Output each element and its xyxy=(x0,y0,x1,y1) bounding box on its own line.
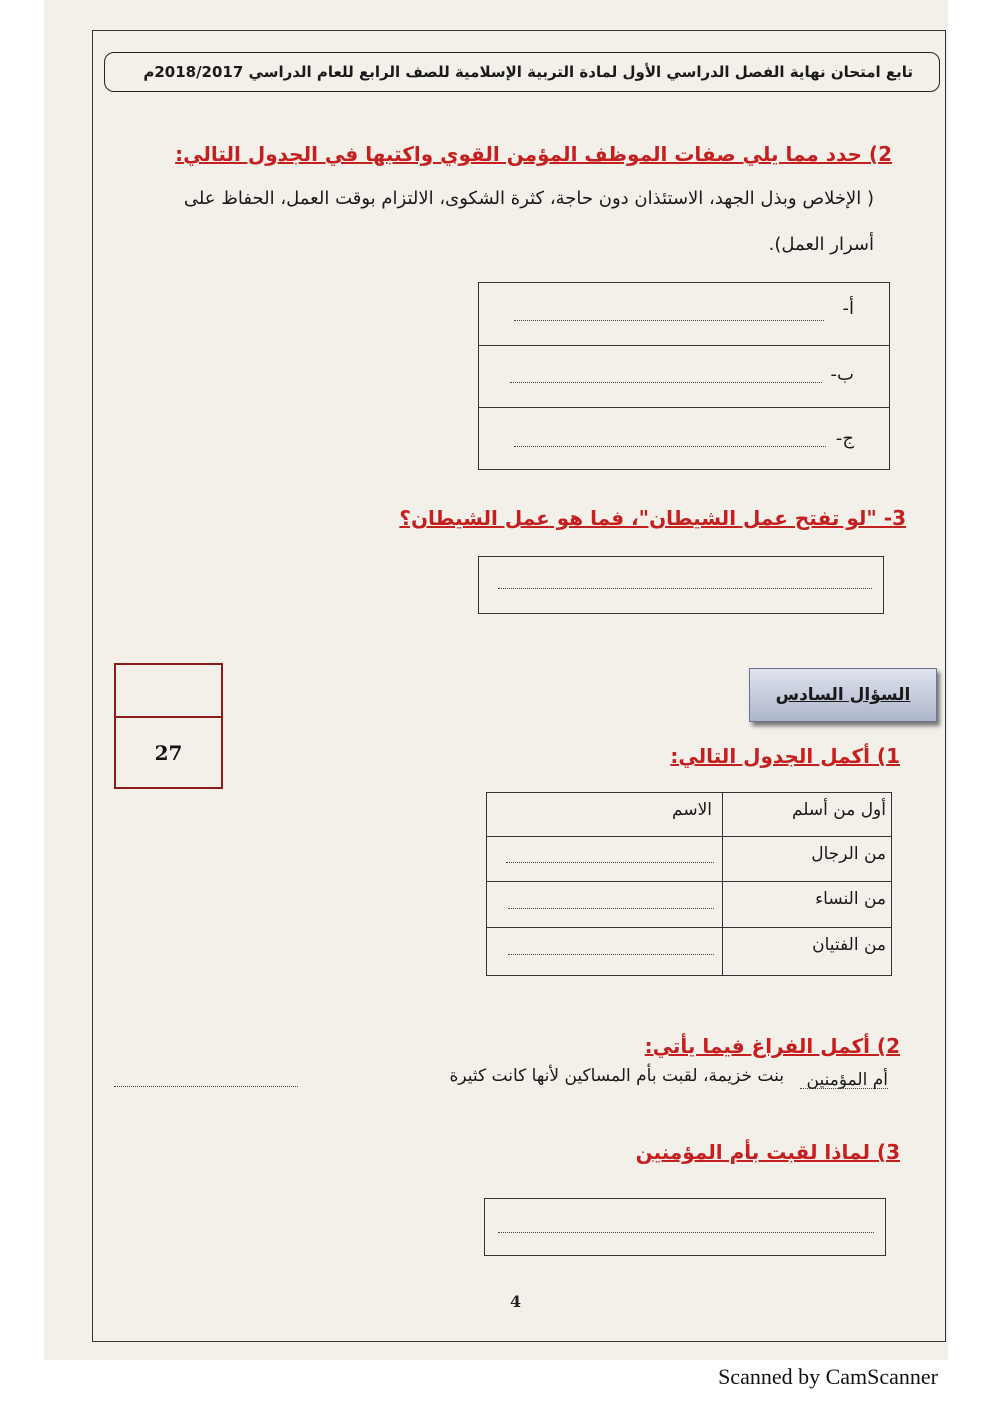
s6-q1-title: 1) أكمل الجدول التالي: xyxy=(670,744,900,768)
q2-answer-blank-a[interactable] xyxy=(514,320,824,321)
q2-choices-line1: ( الإخلاص وبذل الجهد، الاستئذان دون حاجة، كثرة الشكوى، الالتزام بوقت العمل، الحفاظ على xyxy=(183,188,874,209)
q2-row-divider xyxy=(478,407,890,408)
exam-header: تابع امتحان نهاية الفصل الدراسي الأول لمادة التربية الإسلامية للصف الرابع للعام الدراسي 2018/2017م xyxy=(104,52,940,92)
s6-q2-blank-1[interactable] xyxy=(800,1088,888,1089)
section6-title-tab: السؤال السادس xyxy=(749,668,937,722)
q2-row-label: ب- xyxy=(830,364,854,385)
s6-q2-sentence-start: أم المؤمنين xyxy=(806,1070,888,1090)
q3-answer-box xyxy=(478,556,884,614)
q3-title: 3- "لو تفتح عمل الشيطان"، فما هو عمل الشيطان؟ xyxy=(399,506,906,530)
score-box-top xyxy=(114,663,223,718)
scanner-footer: Scanned by CamScanner xyxy=(718,1364,938,1389)
page-number: 4 xyxy=(510,1292,522,1311)
s6-answer-men[interactable] xyxy=(506,862,714,863)
q2-answer-blank-c[interactable] xyxy=(514,446,826,447)
q2-row-divider xyxy=(478,345,890,346)
s6-table-row-divider xyxy=(486,881,892,882)
s6-answer-women[interactable] xyxy=(508,908,714,909)
q2-row-label: أ- xyxy=(842,298,854,319)
q2-title: 2) حدد مما يلي صفات الموظف المؤمن القوي واكتبها في الجدول التالي: xyxy=(175,142,892,166)
score-box-bottom xyxy=(114,716,223,789)
score-value: 27 xyxy=(154,740,183,765)
q2-answer-table xyxy=(478,282,890,470)
s6-table-row-youth: من الفتيان xyxy=(812,935,886,955)
s6-q2-title: 2) أكمل الفراغ فيما يأتي: xyxy=(644,1034,900,1058)
q2-answer-blank-b[interactable] xyxy=(510,382,822,383)
s6-q3-title: 3) لماذا لقبت بأم المؤمنين xyxy=(635,1140,900,1164)
s6-q2-sentence-middle: بنت خزيمة، لقبت بأم المساكين لأنها كانت كثيرة xyxy=(449,1066,784,1086)
s6-table-header-name: الاسم xyxy=(672,800,712,820)
s6-table-row-divider xyxy=(486,836,892,837)
s6-q2-blank-2[interactable] xyxy=(114,1086,298,1087)
q2-choices-line2: أسرار العمل). xyxy=(768,234,874,255)
s6-answer-youth[interactable] xyxy=(508,954,714,955)
s6-table-header-first: أول من أسلم xyxy=(791,800,886,820)
q2-row-label: ج- xyxy=(835,428,854,449)
q3-answer-blank[interactable] xyxy=(498,588,872,589)
s6-table-row-women: من النساء xyxy=(815,889,886,909)
s6-table-row-men: من الرجال xyxy=(811,844,886,864)
s6-table-row-divider xyxy=(486,927,892,928)
s6-q3-answer-box xyxy=(484,1198,886,1256)
s6-table-col-divider xyxy=(722,792,723,976)
s6-q3-answer-blank[interactable] xyxy=(498,1232,874,1233)
